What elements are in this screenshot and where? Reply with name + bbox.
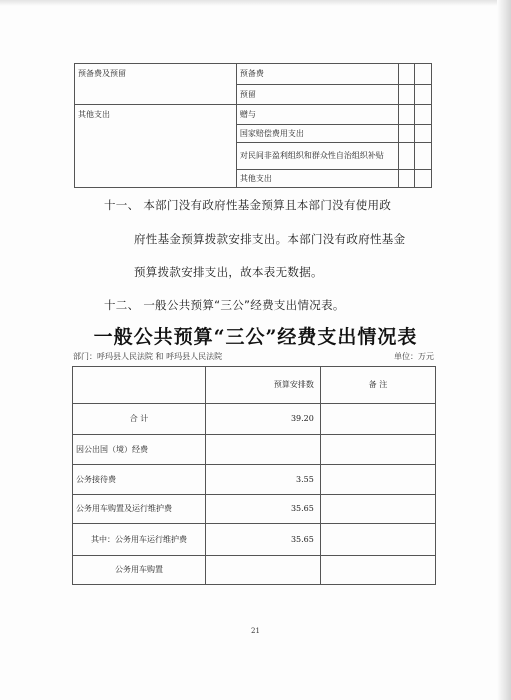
scan-edge-right [497,0,511,700]
table-row [75,64,432,85]
table-row [73,435,436,465]
scan-edge-top [0,0,511,6]
paragraph-12: 十二、 一般公共预算“三公”经费支出情况表。 [104,298,345,312]
item-cell: 其他支出 [236,170,398,188]
empty-cell [398,143,415,170]
row-note [320,465,435,495]
empty-cell [415,105,432,125]
item-cell: 国家赔偿费用支出 [236,125,398,143]
three-public-expenses-table [72,366,436,585]
item-cell: 对民间非盈利组织和群众性自治组织补贴 [236,143,398,170]
row-amount: 35.65 [206,495,321,524]
row-amount [206,556,321,585]
empty-cell [398,105,415,125]
header-note-cell: 备 注 [320,367,435,404]
category-cell: 预备费及预留 [75,64,237,105]
category-cell: 其他支出 [75,105,237,188]
empty-cell [415,170,432,188]
expenditure-classification-table [74,63,432,188]
empty-cell [415,143,432,170]
header-label-cell [73,367,206,404]
row-note [320,495,435,524]
row-note [320,404,435,435]
row-amount: 3.55 [206,465,321,495]
table-header-row [73,367,436,404]
row-label: 合 计 [73,404,206,435]
item-cell: 赠与 [236,105,398,125]
empty-cell [415,85,432,105]
row-label: 公务接待费 [73,465,206,495]
row-label: 其中：公务用车运行维护费 [73,524,206,556]
table-row [73,465,436,495]
header-amount-cell: 预算安排数 [206,367,321,404]
row-note [320,524,435,556]
table-row [73,524,436,556]
empty-cell [398,170,415,188]
table-title: 一般公共预算“三公”经费支出情况表 [93,326,418,348]
table-row [73,404,436,435]
table-row [75,105,432,125]
empty-cell [398,125,415,143]
item-cell: 预备费 [236,64,398,85]
row-amount [206,435,321,465]
table-row [73,556,436,585]
paragraph-11-line-3: 预算拨款安排支出，故本表无数据。 [134,265,323,279]
empty-cell [398,85,415,105]
empty-cell [415,64,432,85]
row-amount: 39.20 [206,404,321,435]
row-amount: 35.65 [206,524,321,556]
page-number: 21 [251,627,260,635]
row-label: 公务用车购置及运行维护费 [73,495,206,524]
paragraph-11-line-2: 府性基金预算拨款安排支出。本部门没有政府性基金 [134,232,406,246]
unit-label: 单位：万元 [394,352,434,361]
row-label: 因公出国（境）经费 [73,435,206,465]
row-note [320,435,435,465]
row-label: 公务用车购置 [73,556,206,585]
row-note [320,556,435,585]
table-row [73,495,436,524]
department-label: 部门：呼玛县人民法院 和 呼玛县人民法院 [73,352,223,361]
item-cell: 预留 [236,85,398,105]
paragraph-11-line-1: 十一、 本部门没有政府性基金预算且本部门没有使用政 [104,198,392,212]
empty-cell [398,64,415,85]
empty-cell [415,125,432,143]
